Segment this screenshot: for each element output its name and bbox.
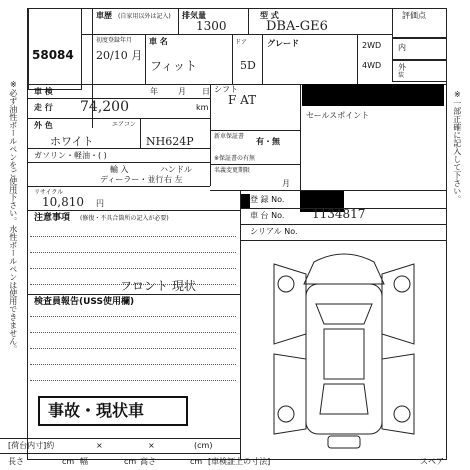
caution-label: 注意事項: [34, 213, 71, 223]
model-code-label: 型 式: [260, 11, 279, 20]
height-label: 高さ: [140, 457, 156, 466]
inspection-dim-label: [車検証上の寸法]: [208, 457, 271, 466]
dealer-label: ディーラー・並行: [100, 175, 164, 184]
warranty-label: 新車保証書: [214, 133, 245, 140]
divider: [27, 148, 210, 149]
redacted-block-1: [302, 84, 444, 106]
recycle-unit: 円: [96, 199, 104, 208]
divider: [210, 164, 300, 165]
divider: [357, 34, 358, 84]
color-value: ホワイト: [50, 135, 94, 148]
chassis-value: 1134817: [312, 207, 366, 221]
exterior-sub: 装: [398, 72, 405, 79]
warranty-value: 有・無: [256, 137, 280, 146]
history-label: 車歴: [96, 11, 112, 20]
exterior-label: 外: [398, 63, 406, 72]
note-line: [30, 364, 236, 365]
note-line: [30, 332, 236, 333]
width-label: 幅: [80, 457, 88, 466]
drive-4wd: 4WD: [362, 61, 382, 70]
cargo-label: [荷台内寸]約: [8, 441, 55, 450]
door-value: 5D: [240, 59, 256, 72]
recycle-label: リサイクル: [34, 189, 64, 196]
mileage-label: 走 行: [34, 103, 53, 112]
cm-b: cm: [124, 457, 137, 466]
divider: [210, 190, 447, 191]
month-label: 月: [178, 87, 186, 96]
divider: [232, 34, 233, 84]
divider: [27, 118, 210, 119]
note-line: [30, 252, 236, 253]
inspector-label: 検査員報告(USS使用欄): [34, 297, 135, 307]
serial-label: シリアル No.: [250, 227, 298, 236]
times-1: ×: [96, 441, 103, 450]
times-2: ×: [148, 441, 155, 450]
displacement-value: 1300: [196, 19, 227, 33]
warranty-note: ※保証書の有無: [214, 155, 256, 162]
caution-note: (修復・不具合箇所の記入が必要): [80, 215, 169, 222]
cm-1: (cm): [194, 441, 213, 450]
drive-2wd: 2WD: [362, 41, 382, 50]
first-reg-label: 初度登録年月: [96, 37, 133, 44]
interior-label: 内: [398, 43, 406, 52]
length-label: 長さ: [8, 457, 24, 466]
handwritten-note: フロント 現状: [120, 279, 196, 293]
shift-label: シフト: [214, 85, 238, 94]
door-label: ドア: [235, 39, 247, 46]
registration-name-label: 名義変更期限: [214, 167, 251, 174]
note-line: [30, 316, 236, 317]
handle-label: ハンドル: [160, 165, 192, 174]
color-label: 外 色: [34, 121, 53, 130]
note-line: [30, 268, 236, 269]
car-diagram: [244, 244, 444, 458]
day-label: 日: [202, 87, 210, 96]
divider: [82, 34, 392, 35]
score-label: 評価点: [402, 11, 426, 20]
ac-label: エアコン: [112, 121, 136, 128]
divider: [240, 190, 241, 460]
mileage-unit: km: [196, 103, 209, 112]
shift-value: F AT: [228, 93, 257, 107]
redacted-block-3: [240, 194, 250, 208]
chassis-label: 車 台 No.: [250, 211, 285, 220]
divider: [210, 84, 211, 186]
spare-label: スペア: [420, 457, 444, 466]
sales-point-label: セールスポイント: [306, 111, 370, 120]
lot-number: 58084: [32, 48, 74, 62]
handle-value: 右 左: [164, 175, 183, 184]
displacement-label: 排気量: [182, 11, 206, 20]
divider: [248, 8, 249, 34]
divider: [0, 453, 240, 454]
side-note-left: ※必ず油性ボールペンをご使用下さい。水性ボールペンは使用できません。: [8, 80, 18, 353]
year-label: 年: [150, 87, 158, 96]
divider: [140, 118, 141, 148]
name-label: 車 名: [149, 37, 168, 46]
mileage-value: 74,200: [80, 99, 129, 115]
divider: [300, 84, 301, 190]
divider: [27, 162, 210, 163]
side-note-right: ※一部正確に記入して下さい。: [452, 90, 462, 203]
cm-c: cm: [190, 457, 203, 466]
cm-a: cm: [62, 457, 75, 466]
divider: [240, 240, 447, 241]
divider: [27, 186, 210, 187]
divider: [262, 34, 263, 84]
first-reg-value: 20/10 月: [96, 49, 143, 62]
registration-month: 月: [282, 179, 290, 188]
divider: [0, 438, 240, 439]
color-code: NH624P: [146, 135, 194, 148]
recycle-value: 10,810: [42, 195, 84, 209]
note-line: [30, 236, 236, 237]
divider: [240, 224, 447, 225]
divider: [178, 8, 179, 34]
fuel-label: ガソリン・軽油・( ): [34, 151, 107, 160]
divider: [210, 130, 300, 131]
reg-no-label: 登 録 No.: [250, 195, 285, 204]
accident-stamp-text: 事故・現状車: [48, 401, 145, 420]
divider: [27, 210, 240, 211]
name-value: フィット: [150, 59, 198, 73]
divider: [27, 294, 240, 295]
inspection-label: 車 検: [34, 87, 53, 96]
grade-label: グレード: [267, 39, 299, 48]
note-line: [30, 380, 236, 381]
model-code-value: DBA-GE6: [266, 19, 328, 34]
import-label: 輸 入: [110, 165, 129, 174]
history-note: (自家用以外は記入): [118, 13, 171, 20]
divider: [145, 34, 146, 84]
note-line: [30, 348, 236, 349]
